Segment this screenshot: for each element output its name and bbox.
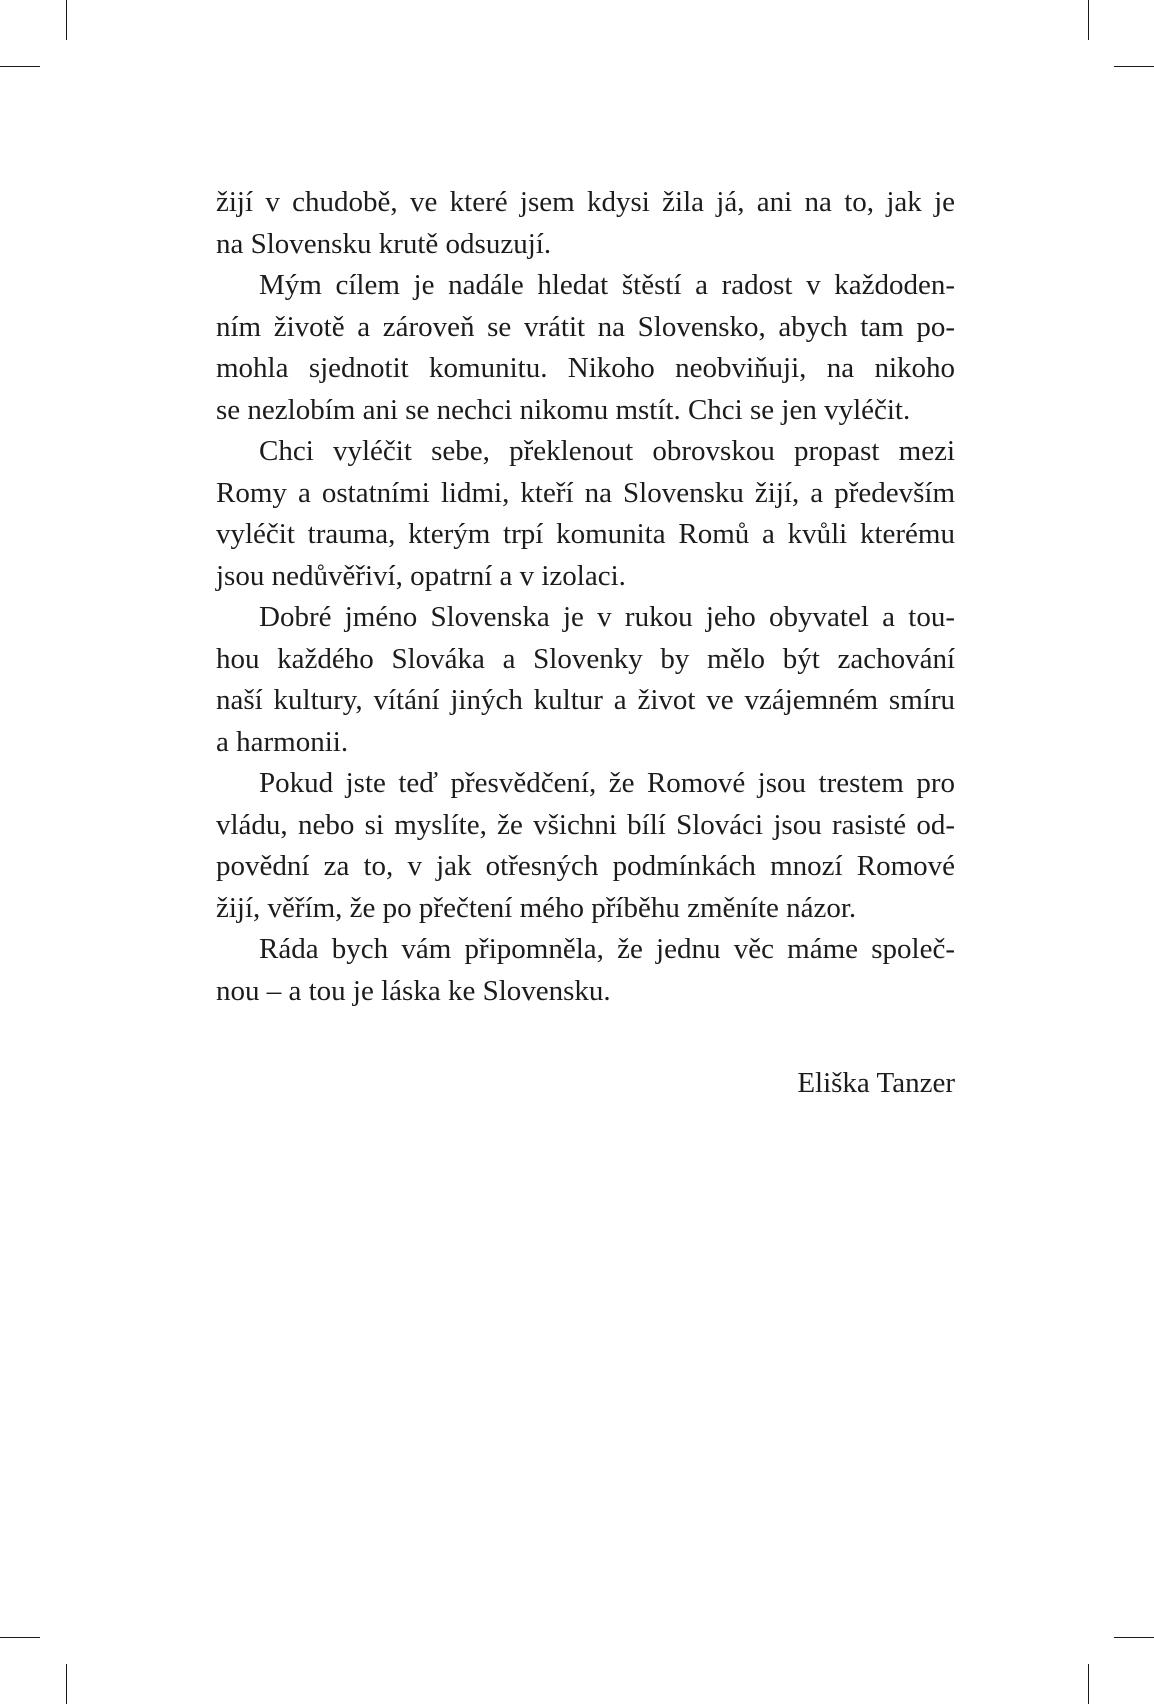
text-line: žijí, věřím, že po přečtení mého příběhu změníte názor. (216, 891, 857, 924)
crop-mark-top-right-vertical (1088, 0, 1089, 40)
author-signature: Eliška Tanzer (797, 1067, 955, 1099)
paragraph (216, 182, 955, 265)
text-line: hou každého Slováka a Slovenky by mělo být zachování (216, 642, 955, 675)
body-text (216, 182, 955, 1012)
text-line: ním životě a zároveň se vrátit na Slovensko, abych tam po- (216, 310, 955, 343)
text-line: a harmonii. (216, 725, 349, 758)
text-line: Chci vyléčit sebe, překlenout obrovskou propast mezi (259, 435, 955, 467)
crop-mark-bottom-right-vertical (1088, 1664, 1089, 1704)
text-line: Ráda bych vám připomněla, že jednu věc máme společ- (259, 933, 955, 965)
crop-mark-bottom-right-horizontal (1114, 1637, 1154, 1638)
text-line: vládu, nebo si myslíte, že všichni bílí Slováci jsou rasisté od- (216, 808, 955, 841)
paragraph (216, 265, 955, 431)
paragraph (216, 763, 955, 929)
text-line: naší kultury, vítání jiných kultur a život ve vzájemném smíru (216, 684, 955, 716)
crop-mark-top-right-horizontal (1114, 66, 1154, 67)
text-line: mohla sjednotit komunitu. Nikoho neobviňuji, na nikoho (216, 352, 955, 384)
crop-mark-bottom-left-vertical (66, 1664, 67, 1704)
text-line: na Slovensku krutě odsuzují. (216, 227, 552, 260)
text-line: Dobré jméno Slovenska je v rukou jeho obyvatel a tou- (259, 601, 955, 633)
crop-mark-top-left-vertical (66, 0, 67, 40)
text-line: žijí v chudobě, ve které jsem kdysi žila já, ani na to, jak je (216, 186, 955, 218)
text-line: vyléčit trauma, kterým trpí komunita Romů a kvůli kterému (216, 518, 955, 550)
text-line: jsou nedůvěřiví, opatrní a v izolaci. (216, 559, 626, 592)
paragraph (216, 431, 955, 597)
text-line: Pokud jste teď přesvědčení, že Romové jsou trestem pro (259, 767, 955, 799)
text-line: povědní za to, v jak otřesných podmínkách mnozí Romové (216, 850, 955, 882)
text-line: se nezlobím ani se nechci nikomu mstít. Chci se jen vyléčit. (216, 393, 911, 426)
paragraph (216, 929, 955, 1012)
text-line: Romy a ostatními lidmi, kteří na Slovensku žijí, a především (216, 476, 955, 509)
crop-mark-bottom-left-horizontal (0, 1637, 40, 1638)
paragraph (216, 597, 955, 763)
text-line: Mým cílem je nadále hledat štěstí a radost v každoden- (259, 269, 955, 301)
text-line: nou – a tou je láska ke Slovensku. (216, 974, 611, 1007)
crop-mark-top-left-horizontal (0, 66, 40, 67)
